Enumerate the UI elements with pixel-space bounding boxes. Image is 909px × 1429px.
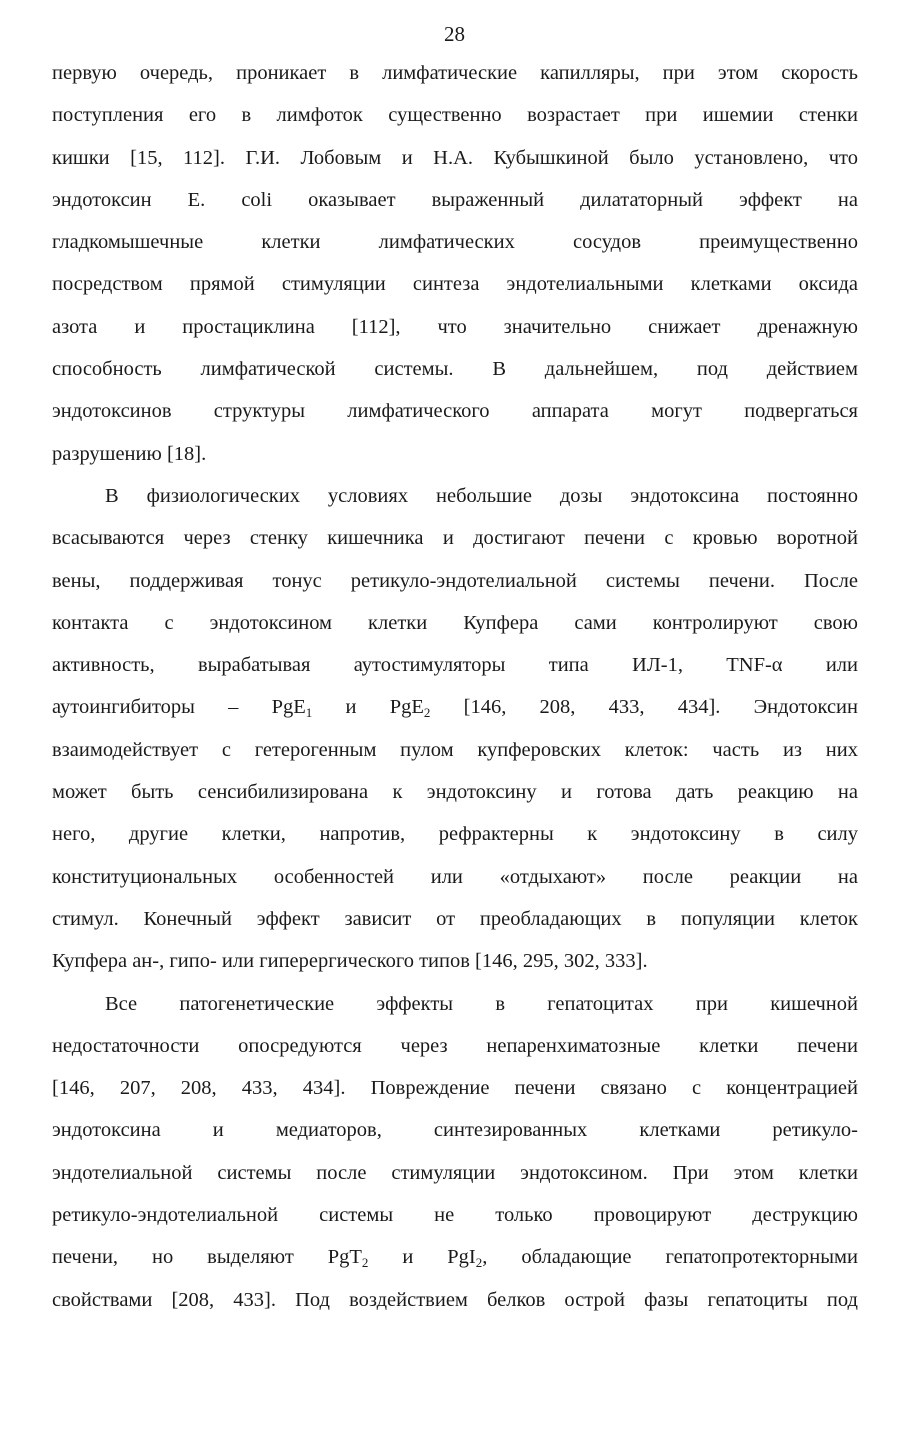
text-line bbox=[52, 1067, 858, 1109]
text-run: всасываются через стенку кишечника и достигают печени с кровью воротной bbox=[52, 527, 858, 550]
text-run: способность лимфатической системы. В дальнейшем, под действием bbox=[52, 358, 858, 381]
text-run: и PgE bbox=[312, 696, 424, 719]
text-line bbox=[52, 348, 858, 390]
text-line bbox=[52, 729, 858, 771]
text-line bbox=[52, 1194, 858, 1236]
text-line bbox=[52, 686, 858, 728]
text-run: свойствами [208, 433]. Под воздействием белков острой фазы гепатоциты под bbox=[52, 1288, 858, 1311]
text-run: эндотоксина и медиаторов, синтезированных клетками ретикуло- bbox=[52, 1119, 858, 1142]
text-run: вены, поддерживая тонус ретикуло-эндотелиальной системы печени. После bbox=[52, 569, 858, 592]
text-line bbox=[52, 813, 858, 855]
text-line bbox=[52, 390, 858, 432]
text-run: него, другие клетки, напротив, рефрактерны к эндотоксину в силу bbox=[52, 823, 858, 846]
text-run: В физиологических условиях небольшие дозы эндотоксина постоянно bbox=[105, 484, 858, 507]
subscript: 1 bbox=[305, 705, 313, 721]
text-line bbox=[52, 137, 858, 179]
text-run: конституциональных особенностей или «отдыхают» после реакции на bbox=[52, 865, 858, 888]
text-line bbox=[52, 1152, 858, 1194]
text-run: может быть сенсибилизирована к эндотоксину и готова дать реакцию на bbox=[52, 781, 858, 804]
text-run: и PgI bbox=[368, 1246, 476, 1269]
text-line bbox=[52, 221, 858, 263]
text-run: посредством прямой стимуляции синтеза эндотелиальными клетками оксида bbox=[52, 273, 858, 296]
text-run: гладкомышечные клетки лимфатических сосудов преимущественно bbox=[52, 231, 858, 254]
subscript: 2 bbox=[361, 1255, 369, 1271]
text-line bbox=[52, 771, 858, 813]
text-line bbox=[52, 94, 858, 136]
text-run: печени, но выделяют PgT bbox=[52, 1246, 362, 1269]
text-body bbox=[52, 52, 858, 1321]
text-line bbox=[52, 856, 858, 898]
text-line bbox=[52, 1025, 858, 1067]
text-run: , обладающие гепатопротекторными bbox=[482, 1246, 858, 1269]
text-run: Купфера ан-, гипо- или гиперергического типов [146, 295, 302, 333]. bbox=[52, 950, 648, 973]
subscript: 2 bbox=[475, 1255, 483, 1271]
text-run: первую очередь, проникает в лимфатические капилляры, при этом скорость bbox=[52, 62, 858, 84]
text-run: ретикуло-эндотелиальной системы не только провоцируют деструкцию bbox=[52, 1204, 858, 1227]
text-run: эндотоксин E. coli оказывает выраженный дилататорный эффект на bbox=[52, 188, 858, 211]
text-line bbox=[52, 898, 858, 940]
text-run: азота и простациклина [112], что значительно снижает дренажную bbox=[52, 315, 858, 338]
subscript: 2 bbox=[423, 705, 431, 721]
text-line bbox=[52, 602, 858, 644]
text-line bbox=[52, 179, 858, 221]
text-line bbox=[52, 1109, 858, 1151]
text-line bbox=[52, 433, 858, 475]
text-run: контакта с эндотоксином клетки Купфера сами контролируют свою bbox=[52, 611, 858, 634]
text-run: недостаточности опосредуются через непаренхиматозные клетки печени bbox=[52, 1034, 858, 1057]
text-run: активность, вырабатывая аутостимуляторы типа ИЛ-1, TNF-α или bbox=[52, 654, 858, 677]
text-run: Все патогенетические эффекты в гепатоцитах при кишечной bbox=[105, 992, 858, 1015]
text-run: [146, 208, 433, 434]. Эндотоксин bbox=[430, 696, 858, 719]
text-line bbox=[52, 306, 858, 348]
text-line bbox=[52, 940, 858, 982]
text-line bbox=[52, 1279, 858, 1321]
text-line bbox=[52, 1236, 858, 1278]
text-run: разрушению [18]. bbox=[52, 442, 207, 465]
text-line bbox=[52, 52, 858, 94]
text-run: стимул. Конечный эффект зависит от преобладающих в популяции клеток bbox=[52, 907, 858, 930]
text-line bbox=[52, 560, 858, 602]
page-number: 28 bbox=[444, 22, 465, 46]
text-line bbox=[52, 475, 858, 517]
text-run: аутоингибиторы – PgE bbox=[52, 696, 306, 719]
text-line bbox=[52, 517, 858, 559]
text-line bbox=[52, 983, 858, 1025]
text-run: эндотелиальной системы после стимуляции эндотоксином. При этом клетки bbox=[52, 1161, 858, 1184]
text-run: [146, 207, 208, 433, 434]. Повреждение печени связано с концентрацией bbox=[52, 1077, 858, 1100]
text-line bbox=[52, 263, 858, 305]
text-run: поступления его в лимфоток существенно возрастает при ишемии стенки bbox=[52, 104, 858, 127]
text-run: эндотоксинов структуры лимфатического аппарата могут подвергаться bbox=[52, 400, 858, 423]
text-run: взаимодействует с гетерогенным пулом купферовских клеток: часть из них bbox=[52, 738, 858, 761]
text-run: кишки [15, 112]. Г.И. Лобовым и Н.А. Кубышкиной было установлено, что bbox=[52, 146, 858, 169]
text-line bbox=[52, 644, 858, 686]
